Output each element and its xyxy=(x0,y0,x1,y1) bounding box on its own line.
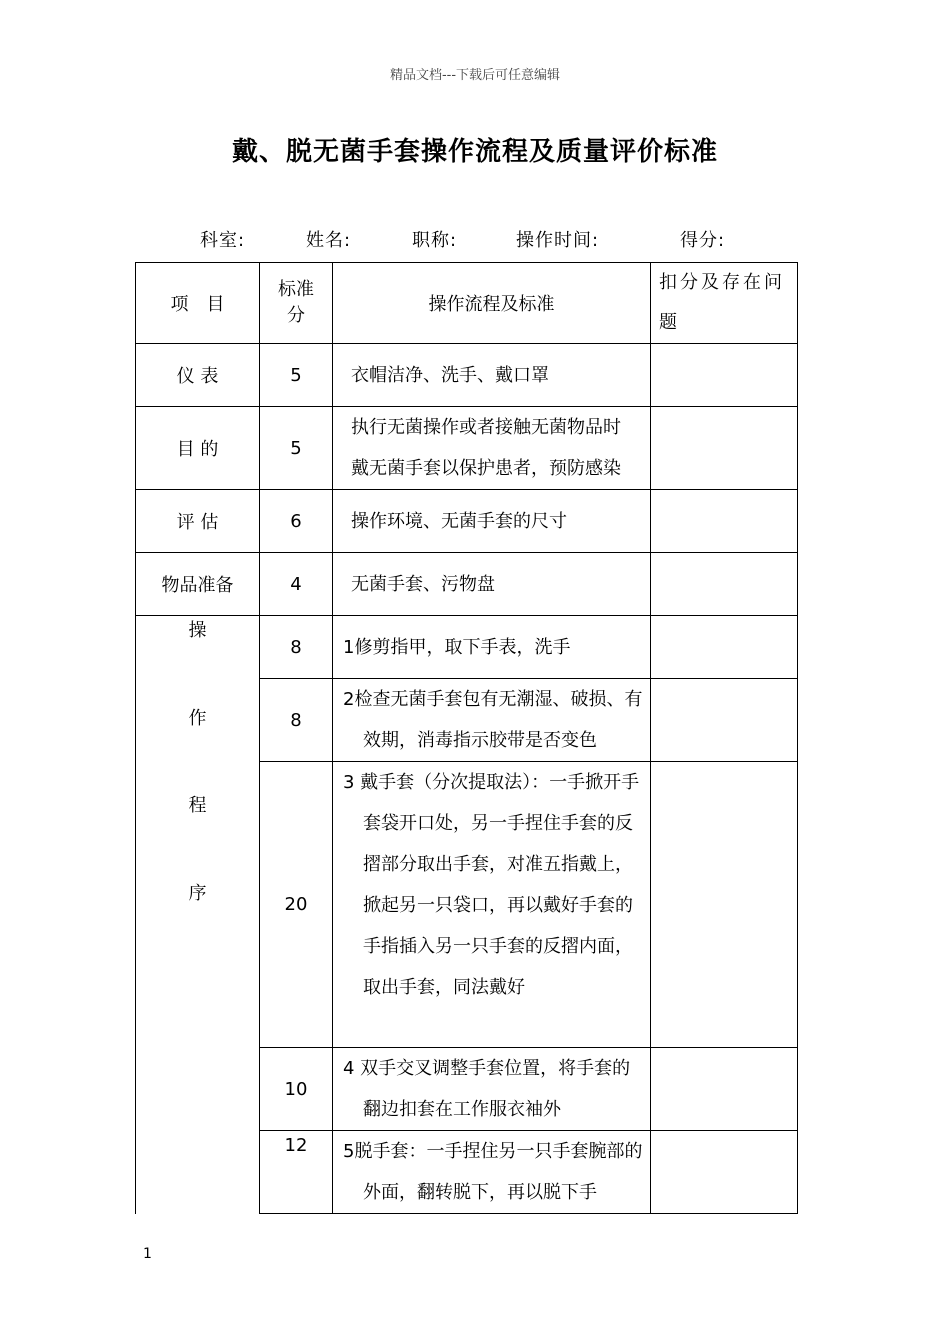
evaluation-table xyxy=(135,262,798,1214)
info-field-department: 科室: xyxy=(200,230,246,251)
step-text: 2检查无菌手套包有无潮湿、破损、有效期，消毒指示胶带是否变色 xyxy=(333,679,651,762)
step-deduction-cell xyxy=(651,616,798,679)
page-number: 1 xyxy=(143,1246,152,1262)
table-row xyxy=(136,344,798,407)
step-score: 8 xyxy=(260,679,333,762)
row-procedure: 无菌手套、污物盘 xyxy=(333,553,651,616)
step-deduction-cell xyxy=(651,1131,798,1214)
header-standard-score: 标准 分 xyxy=(260,263,333,344)
row-deduction-cell xyxy=(651,553,798,616)
step-score: 8 xyxy=(260,616,333,679)
stage-char: 作 xyxy=(188,708,207,729)
row-deduction-cell xyxy=(651,490,798,553)
step-deduction-cell xyxy=(651,679,798,762)
info-field-title: 职称: xyxy=(412,230,458,251)
row-item: 物品准备 xyxy=(136,553,260,616)
row-score: 6 xyxy=(260,490,333,553)
step-score: 10 xyxy=(260,1048,333,1131)
step-score: 20 xyxy=(260,762,333,1048)
row-item: 评 估 xyxy=(136,490,260,553)
row-procedure: 衣帽洁净、洗手、戴口罩 xyxy=(333,344,651,407)
table-row xyxy=(136,553,798,616)
row-score: 5 xyxy=(260,344,333,407)
step-deduction-cell xyxy=(651,762,798,1048)
header-note: 精品文档---下载后可任意编辑 xyxy=(389,68,561,83)
row-deduction-cell xyxy=(651,407,798,490)
step-deduction-cell xyxy=(651,1048,798,1131)
step-score: 12 xyxy=(260,1131,333,1214)
step-text: 5脱手套：一手捏住另一只手套腕部的外面，翻转脱下，再以脱下手 xyxy=(333,1131,651,1214)
row-item: 目 的 xyxy=(136,407,260,490)
header-item: 项 目 xyxy=(136,263,260,344)
stage-label-cell xyxy=(136,616,260,1214)
table-header-row xyxy=(136,263,798,344)
stage-char: 程 xyxy=(188,795,207,816)
step-text: 1修剪指甲，取下手表，洗手 xyxy=(333,616,651,679)
info-field-name: 姓名: xyxy=(306,230,352,251)
table-row xyxy=(136,407,798,490)
header-deduction: 扣分及存在问题 xyxy=(651,263,798,344)
row-procedure: 操作环境、无菌手套的尺寸 xyxy=(333,490,651,553)
row-score: 4 xyxy=(260,553,333,616)
stage-char: 操 xyxy=(188,620,207,641)
row-procedure: 执行无菌操作或者接触无菌物品时 戴无菌手套以保护患者，预防感染 xyxy=(333,407,651,490)
step-text: 3 戴手套（分次提取法）：一手掀开手套袋开口处，另一手捏住手套的反摺部分取出手套，对准五指戴上，掀起另一只袋口，再以戴好手套的手指插入另一只手套的反摺内面，取出手套，同法戴好 xyxy=(333,762,651,1048)
table-row xyxy=(136,490,798,553)
document-title: 戴、脱无菌手套操作流程及质量评价标准 xyxy=(231,137,718,167)
row-item: 仪 表 xyxy=(136,344,260,407)
stage-char: 序 xyxy=(188,883,207,904)
step-row xyxy=(136,616,798,679)
header-procedure: 操作流程及标准 xyxy=(333,263,651,344)
info-field-score: 得分: xyxy=(680,230,726,251)
row-score: 5 xyxy=(260,407,333,490)
row-deduction-cell xyxy=(651,344,798,407)
info-field-operation-time: 操作时间: xyxy=(516,230,600,251)
step-text: 4 双手交叉调整手套位置，将手套的翻边扣套在工作服衣袖外 xyxy=(333,1048,651,1131)
